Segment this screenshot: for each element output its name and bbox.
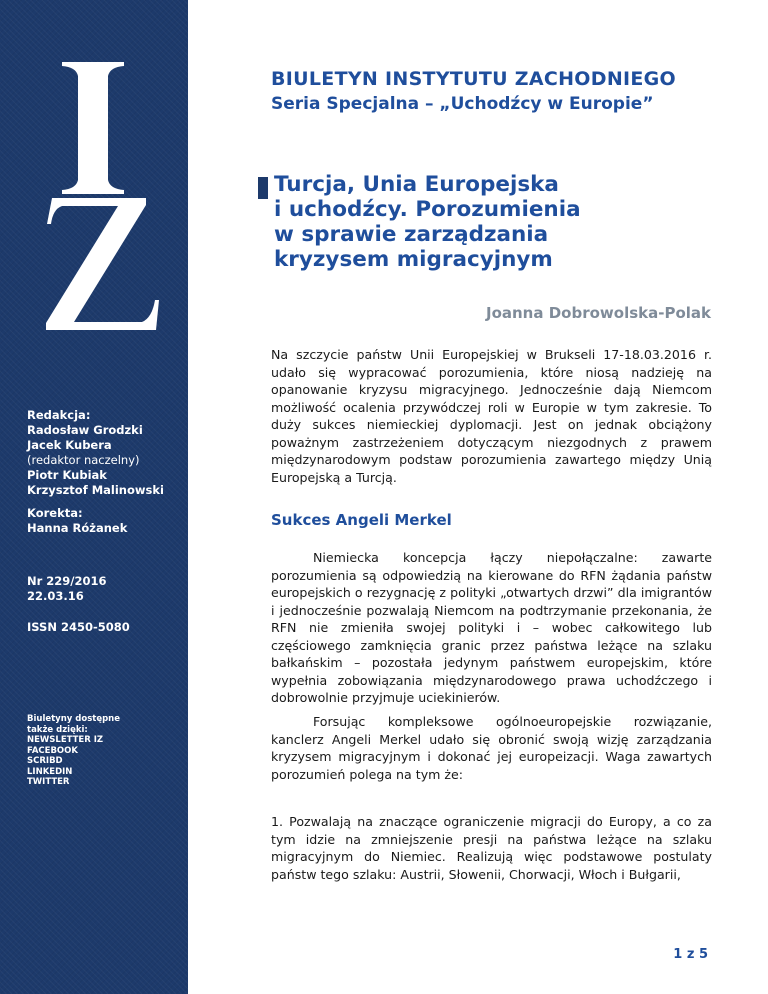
- editor-name: Radosław Grodzki: [27, 423, 143, 437]
- iz-logo: [38, 60, 163, 330]
- editor-note: (redaktor naczelny): [27, 453, 140, 467]
- series-title: Seria Specjalna – „Uchodźcy w Europie”: [271, 94, 654, 114]
- channel-facebook[interactable]: FACEBOOK: [27, 745, 78, 756]
- proofreading-heading: Korekta:: [27, 506, 83, 520]
- channel-linkedin[interactable]: LINKEDIN: [27, 766, 73, 777]
- body-paragraph-3: 1. Pozwalają na znaczące ograniczenie migracji do Europy, a co za tym idzie na zmniejszenie presji na państwa leżące na szlaku migracyjnym do Niemiec. Realizują więc podstawowe postulaty państw tego szlaku: Austrii, Słowenii, Chorwacji, Włoch i Bułgarii,: [271, 814, 712, 882]
- editor-name: Piotr Kubiak: [27, 468, 107, 482]
- article-title-line: Turcja, Unia Europejska: [274, 172, 559, 197]
- article-title-line: i uchodźcy. Porozumienia: [274, 197, 581, 222]
- issue-info: [27, 574, 107, 604]
- logo-letter-z: [46, 198, 159, 330]
- body-paragraph-1: Niemiecka koncepcja łączy niepołączalne: zawarte porozumienia są odpowiedzią na kierowane do RFN żądania państw europejskich o rezygnację z polityki „otwartych drzwi” dla imigrantów i jednocześnie pozwalają Niemcom na podtrzymanie przekonania, że RFN nie zmieniła swojej polityki i – wobec całkowitego lub częściowego zamknięcia granic przez państwa leżące na szlaku bałkańskim – pozostała jedynym państwem europejskim, które wypełnia zobowiązania międzynarodowego prawa uchodźczego i dobrowolnie przyjmuje uciekinierów.: [271, 550, 712, 705]
- article-title-line: w sprawie zarządzania: [274, 222, 549, 247]
- sidebar: [0, 0, 188, 994]
- editor-name: Jacek Kubera: [27, 438, 112, 452]
- bulletin-title: BIULETYN INSTYTUTU ZACHODNIEGO: [271, 68, 677, 90]
- title-marker: [258, 177, 268, 199]
- author: Joanna Dobrowolska-Polak: [486, 304, 711, 322]
- article-title: [274, 172, 654, 272]
- editor-name: Krzysztof Malinowski: [27, 483, 164, 497]
- logo-letter-i: [62, 62, 124, 194]
- section-heading: Sukces Angeli Merkel: [271, 511, 452, 529]
- page-number: 1 z 5: [673, 947, 708, 962]
- lead-paragraph: Na szczycie państw Unii Europejskiej w Brukseli 17-18.03.2016 r. udało się wypracować porozumienia, które niosą nadzieję na opanowanie kryzysu migracyjnego. Jednocześnie dają Niemcom możliwość ocalenia przywódczej roli w Europie w tym zakresie. To duży sukces niemieckiej dyplomacji. Jest on jednak obciążony poważnym zastrzeżeniem dotyczącym niezgodnych z prawem międzynarodowym podstaw porozumienia zawartego między Unią Europejską a Turcją.: [271, 347, 712, 485]
- article-title-line: kryzysem migracyjnym: [274, 247, 553, 272]
- channel-scribd[interactable]: SCRIBD: [27, 756, 63, 766]
- channel-newsletter[interactable]: NEWSLETTER IZ: [27, 735, 104, 745]
- editorial-board: [27, 408, 164, 498]
- channels-heading: Biuletyny dostępne także dzięki:: [27, 714, 120, 735]
- proofreading: [27, 506, 127, 536]
- distribution-channels: [27, 714, 137, 788]
- channel-twitter[interactable]: TWITTER: [27, 777, 70, 787]
- body-paragraph-2: Forsując kompleksowe ogólnoeuropejskie rozwiązanie, kanclerz Angeli Merkel udało się obronić swoją wizję zarządzania kryzysem migracyjnym i dokonać jej europeizacji. Waga zawartych porozumień polega na tym że:: [271, 714, 712, 782]
- issue-date: 22.03.16: [27, 589, 84, 603]
- issn-number: ISSN 2450-5080: [27, 620, 130, 634]
- issue-number: Nr 229/2016: [27, 574, 107, 588]
- proofreader-name: Hanna Różanek: [27, 521, 128, 535]
- editorial-heading: Redakcja:: [27, 408, 91, 422]
- issn: [27, 620, 130, 635]
